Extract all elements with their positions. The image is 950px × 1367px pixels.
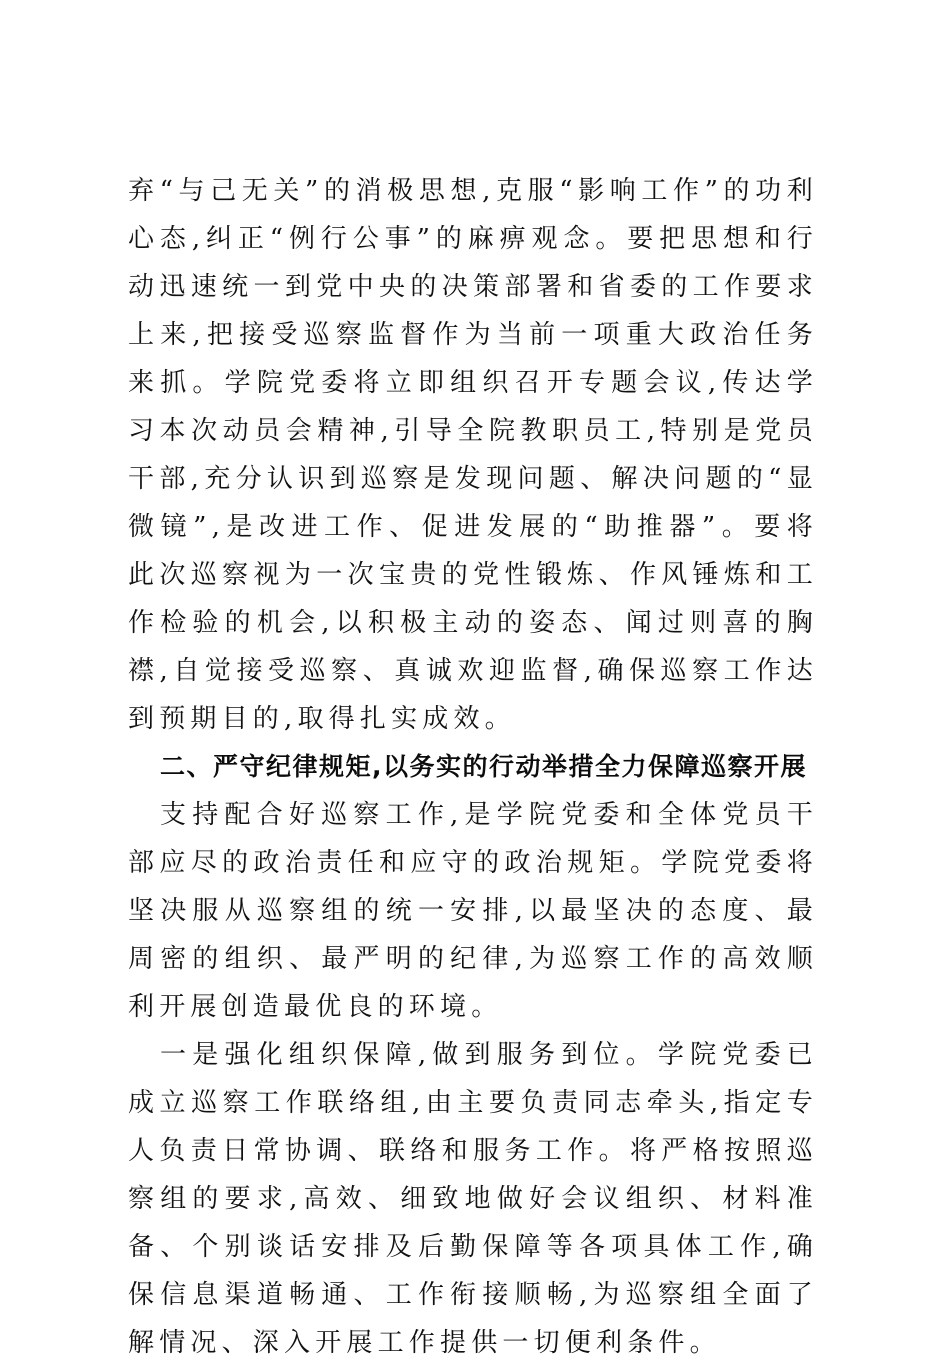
document-page [128,167,818,1367]
section-heading-2: 二、严守纪律规矩,以务实的行动举措全力保障巡察开展 [160,752,807,781]
paragraph-organizational-guarantee: 一是强化组织保障,做到服务到位。学院党委已成立巡察工作联络组,由主要负责同志牵头,指定专人负责日常协调、联络和服务工作。将严格按照巡察组的要求,高效、细致地做好会议组织、材料准备、个别谈话安排及后勤保障等各项具体工作,确保信息渠道畅通、工作衔接顺畅,为巡察组全面了解情况、深入开展工作提供一切便利条件。 [128,1040,818,1358]
paragraph-section-2-intro: 支持配合好巡察工作,是学院党委和全体党员干部应尽的政治责任和应守的政治规矩。学院党委将坚决服从巡察组的统一安排,以最坚决的态度、最周密的组织、最严明的纪律,为巡察工作的高效顺利开展创造最优良的环境。 [128,800,818,1022]
paragraph-intro-continuation: 弃“与己无关”的消极思想,克服“影响工作”的功利心态,纠正“例行公事”的麻痹观念。要把思想和行动迅速统一到党中央的决策部署和省委的工作要求上来,把接受巡察监督作为当前一项重大政治任务来抓。学院党委将立即组织召开专题会议,传达学习本次动员会精神,引导全院教职员工,特别是党员干部,充分认识到巡察是发现问题、解决问题的“显微镜”,是改进工作、促进发展的“助推器”。要将此次巡察视为一次宝贵的党性锻炼、作风锤炼和工作检验的机会,以积极主动的姿态、闻过则喜的胸襟,自觉接受巡察、真诚欢迎监督,确保巡察工作达到预期目的,取得扎实成效。 [128,176,818,734]
